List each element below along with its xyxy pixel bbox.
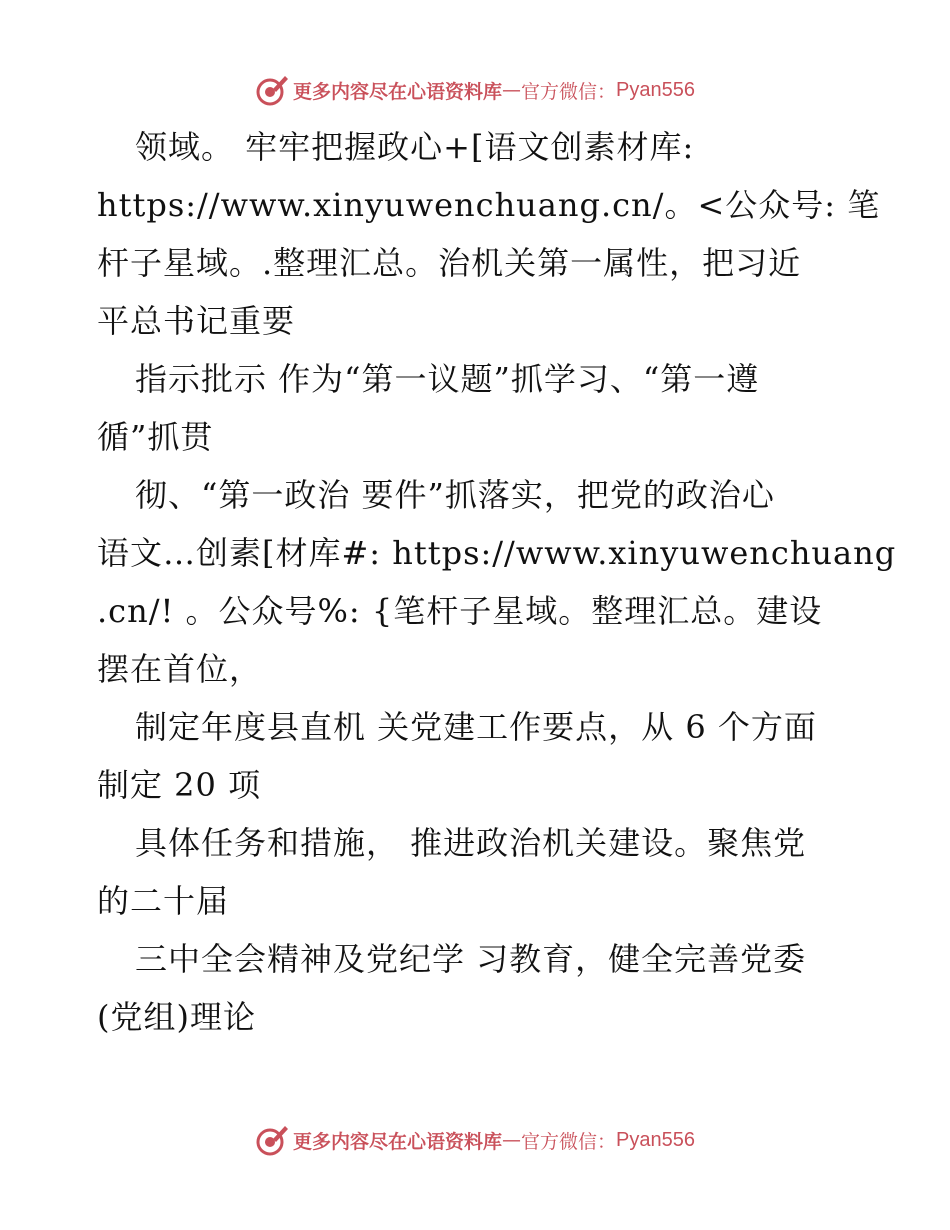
body-line: 彻、“第一政治 要件”抓落实，把党的政治心: [135, 476, 775, 514]
body-line: .cn/! 。公众号%: {笔杆子星域。整理汇总。建设: [97, 592, 823, 630]
body-line: 平总书记重要: [97, 302, 296, 340]
pen-nib-circle-icon: [255, 1123, 289, 1157]
body-line: 制定 20 项: [97, 766, 262, 804]
wechat-id: Pyan556: [616, 1128, 695, 1151]
banner-separator: —: [502, 1129, 522, 1151]
body-line: 的二十届: [97, 882, 230, 920]
body-line: 制定年度县直机 关党建工作要点，从 6 个方面: [135, 708, 817, 746]
body-line: 三中全会精神及党纪学 习教育，健全完善党委: [135, 940, 807, 978]
footer-banner: [0, 1120, 950, 1160]
body-line: 摆在首位，: [97, 650, 263, 688]
banner-separator: —: [502, 79, 522, 101]
document-body: [97, 118, 897, 1046]
promo-text: 更多内容尽在心语资料库: [293, 80, 503, 103]
body-line: (党组)理论: [97, 998, 256, 1036]
body-line: 领域。 牢牢把握政心+[语文创素材库:: [135, 128, 695, 166]
body-line: https://www.xinyuwenchuang.cn/。<公众号: 笔: [97, 186, 881, 224]
body-line: 杆子星域。.整理汇总。治机关第一属性，把习近: [97, 244, 802, 282]
pen-nib-circle-icon: [255, 73, 289, 107]
body-line: 语文…创素[材库#: https://www.xinyuwenchuang: [97, 534, 897, 572]
body-line: 循”抓贯: [97, 418, 214, 456]
promo-text: 更多内容尽在心语资料库: [293, 1130, 503, 1153]
header-banner: [0, 70, 950, 110]
body-line: 具体任务和措施， 推进政治机关建设。聚焦党: [135, 824, 807, 862]
wechat-label: 官方微信：: [521, 80, 617, 103]
wechat-label: 官方微信：: [521, 1130, 617, 1153]
body-line: 指示批示 作为“第一议题”抓学习、“第一遵: [135, 360, 760, 398]
wechat-id: Pyan556: [616, 78, 695, 101]
